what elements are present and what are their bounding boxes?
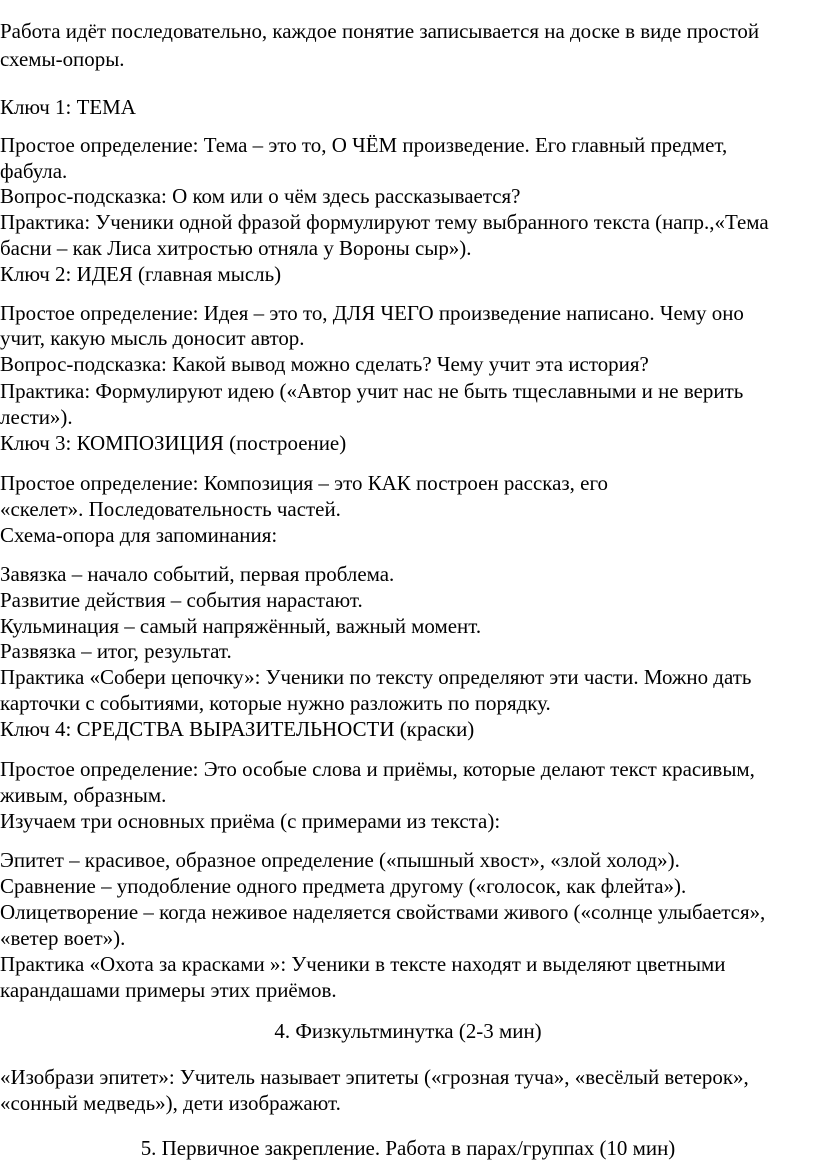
key4-techniques-title: Изучаем три основных приёма (с примерами из текста): <box>0 809 501 833</box>
key3-list-item: Развязка – итог, результат. <box>0 639 232 663</box>
key4-heading: Ключ 4: СРЕДСТВА ВЫРАЗИТЕЛЬНОСТИ (краски) <box>0 717 475 741</box>
key3-practice-2: карточки с событиями, которые нужно разложить по порядку. <box>0 691 551 715</box>
key3-practice-1: Практика «Собери цепочку»: Ученики по тексту определяют эти части. Можно дать <box>0 665 752 689</box>
key3-list-item: Кульминация – самый напряжённый, важный момент. <box>0 614 482 638</box>
key4-definition-2: живым, образным. <box>0 783 167 807</box>
key4-list-item-cont: «ветер воет»). <box>0 926 126 950</box>
key3-list-item: Развитие действия – события нарастают. <box>0 588 363 612</box>
key4-practice-2: карандашами примеры этих приёмов. <box>0 978 337 1002</box>
intro-line-2: схемы-опоры. <box>0 47 125 71</box>
intro-line-1: Работа идёт последовательно, каждое понятие записывается на доске в виде простой <box>0 19 760 43</box>
key3-scheme-title: Схема-опора для запоминания: <box>0 523 278 547</box>
key2-question: Вопрос-подсказка: Какой вывод можно сделать? Чему учит эта история? <box>0 352 649 376</box>
key4-practice-1: Практика «Охота за красками »: Ученики в тексте находят и выделяют цветными <box>0 952 726 976</box>
key2-practice-2: лести»). <box>0 405 73 429</box>
key1-practice-2: басни – как Лиса хитростью отняла у Вороны сыр»). <box>0 236 472 260</box>
key4-list-item: Сравнение – уподобление одного предмета другому («голосок, как флейта»). <box>0 874 687 898</box>
key3-heading: Ключ 3: КОМПОЗИЦИЯ (построение) <box>0 431 347 455</box>
key2-practice-1: Практика: Формулируют идею («Автор учит нас не быть тщеславными и не верить <box>0 379 744 403</box>
key1-heading: Ключ 1: ТЕМА <box>0 95 136 119</box>
key4-list-item: Олицетворение – когда неживое наделяется свойствами живого («солнце улыбается», <box>0 900 766 924</box>
key1-definition-2: фабула. <box>0 159 68 183</box>
section-4-text-2: «сонный медведь»), дети изображают. <box>0 1091 341 1115</box>
key1-practice-1: Практика: Ученики одной фразой формулируют тему выбранного текста (напр.,«Тема <box>0 210 769 234</box>
section-4-heading: 4. Физкультминутка (2-3 мин) <box>274 1019 542 1043</box>
key3-definition-1: Простое определение: Композиция – это КАК построен рассказ, его <box>0 471 608 495</box>
key4-list-item: Эпитет – красивое, образное определение («пышный хвост», «злой холод»). <box>0 848 680 872</box>
key3-definition-2: «скелет». Последовательность частей. <box>0 497 341 521</box>
key1-question: Вопрос-подсказка: О ком или о чём здесь рассказывается? <box>0 184 521 208</box>
section-5-heading: 5. Первичное закрепление. Работа в парах/группах (10 мин) <box>140 1136 676 1160</box>
section-4-text-1: «Изобрази эпитет»: Учитель называет эпитеты («грозная туча», «весёлый ветерок», <box>0 1065 749 1089</box>
key4-definition-1: Простое определение: Это особые слова и приёмы, которые делают текст красивым, <box>0 757 755 781</box>
key2-heading: Ключ 2: ИДЕЯ (главная мысль) <box>0 262 282 286</box>
key1-definition-1: Простое определение: Тема – это то, О ЧЁМ произведение. Его главный предмет, <box>0 133 728 157</box>
key3-list-item: Завязка – начало событий, первая проблема. <box>0 562 395 586</box>
key2-definition-1: Простое определение: Идея – это то, ДЛЯ ЧЕГО произведение написано. Чему оно <box>0 301 744 325</box>
key2-definition-2: учит, какую мысль доносит автор. <box>0 326 305 350</box>
